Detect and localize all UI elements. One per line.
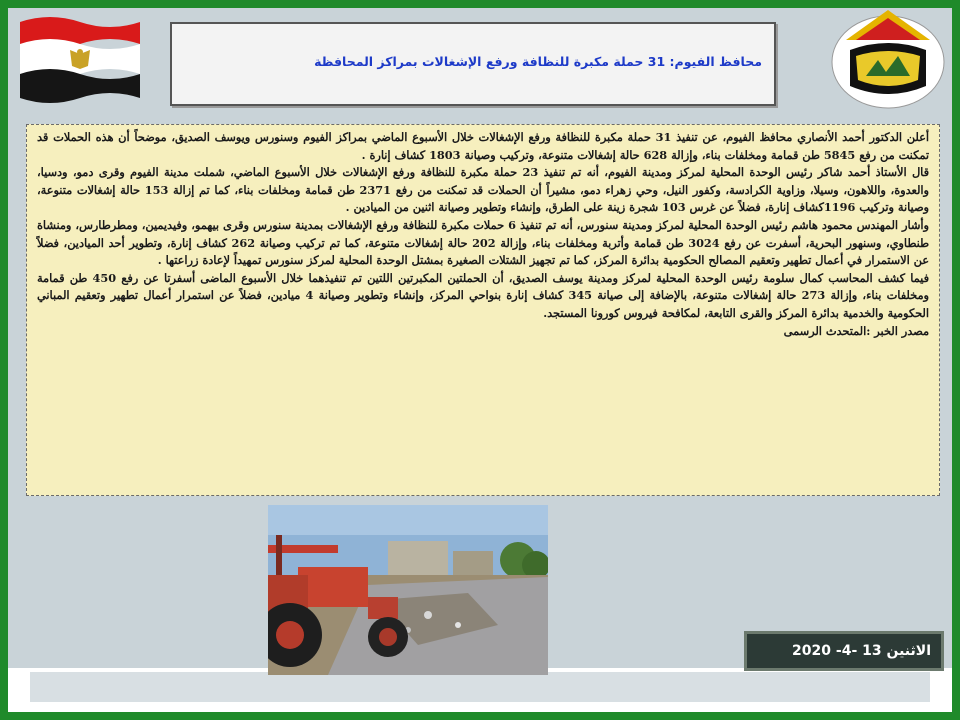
article-paragraph-1: أعلن الدكتور أحمد الأنصاري محافظ الفيوم، عن تنفيذ 31 حملة مكبرة للنظافة ورفع الإشغالات خلال الأسبوع الماضي بمراكز الفيوم وسنورس ويوسف الصديق، موضحاً أن هذه الحملات قد تمكنت من رفع 5845 طن قمامة ومخلفات بناء، وإزالة 628 حالة إشغالات متنوعة، وتركيب وصيانة 1803 كشاف إنارة . bbox=[37, 130, 930, 162]
article-paragraph-3: وأشار المهندس محمود هاشم رئيس الوحدة المحلية لمركز ومدينة سنورس، أنه تم تنفيذ 6 حملات مكبرة للنظافة ورفع الإشغالات بمدينة سنورس وقرى بيهمو، وفيديمين، ومطرطارس، ومنشاة طنطاوي، وسنهور البحرية، أسفرت عن رفع 3024 طن قمامة وأتربة ومخلفات بناء، وإزالة 202 حالة إشغالات متنوعة، كما تم تركيب وصيانة 262 كشاف إنارة، وتطوير أحد الميادين، فضلاً عن الاستمرار في أعمال تطهير وتعقيم المصالح الحكومية بدائرة المركز، كما تم تجهيز الشتلات الصغيرة بمشتل الوحدة المحلية لمركز سنورس تمهيداً لإعادة زراعتها . bbox=[37, 217, 929, 268]
article-paragraph-4: فيما كشف المحاسب كمال سلومة رئيس الوحدة المحلية لمركز ومدينة يوسف الصديق، أن الحملتين المكبرتين اللتين تم تنفيذهما خلال الأسبوع الماضى أسفرتا عن رفع 450 طن قمامة ومخلفات بناء، وإزالة 273 حالة إشغالات متنوعة، بالإضافة إلى صيانة 345 كشاف إنارة بنواحي المركز، وإنشاء وتطوير وصيانة 4 ميادين، فضلاً عن استمرار أعمال تطهير وتعقيم المباني الحكومية والخدمية بدائرة المركز والقرى التابعة، لمكافحة فيروس كورونا المستجد. bbox=[37, 270, 929, 320]
bottom-band bbox=[30, 672, 930, 702]
headline-box bbox=[170, 22, 776, 106]
article-body bbox=[26, 124, 940, 496]
fayoum-governorate-logo-icon bbox=[826, 6, 948, 112]
egypt-flag-icon bbox=[16, 14, 144, 106]
article-paragraph-2: قال الأستاذ أحمد شاكر رئيس الوحدة المحلية لمركز ومدينة الفيوم، أنه تم تنفيذ 23 حملة مكبرة للنظافة ورفع الإشغالات خلال الأسبوع الماضي، شملت مدينة الفيوم وقرى دمو، ودسيا، والعدوة، واللاهون، وسيلا، وزاوية الكرادسة، وكفور النيل، وحي زهراء دمو، مشيراً أن الحملات قد تمكنت من رفع 2371 طن قمامة ومخلفات بناء، كما تم إزالة 153 حالة إشغالات متنوعة، وصيانة وتركيب 1196كشاف إنارة، فضلاً عن غرس 103 شجرة زينة على الطرق، وإنشاء وتطوير وصيانة اثنين من الميادين . bbox=[37, 165, 929, 215]
headline-title: محافظ الفيوم: 31 حملة مكبرة للنظافة ورفع الإشغالات بمراكز المحافظة bbox=[314, 54, 762, 69]
tractor-photo bbox=[268, 505, 548, 675]
news-source: مصدر الخبر :المتحدث الرسمى bbox=[783, 323, 929, 338]
date-badge bbox=[744, 631, 944, 671]
publish-date: الاثنين 13 -4- 2020 bbox=[792, 643, 931, 659]
